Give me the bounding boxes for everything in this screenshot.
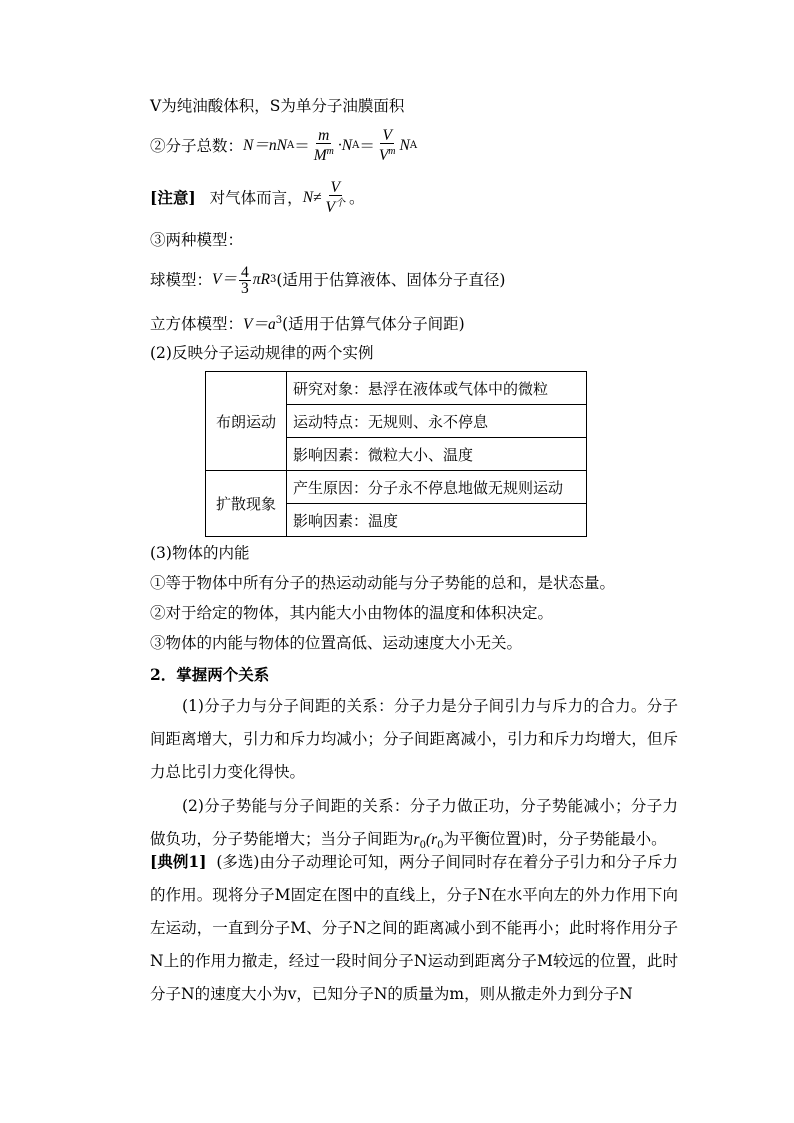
example-label: [典例1] xyxy=(150,852,207,871)
frac-den: $M^m$ xyxy=(313,146,334,165)
formula-eq-2: ＝ xyxy=(359,137,375,155)
formula-n: N xyxy=(243,137,254,154)
fraction-v-over-vm xyxy=(377,128,398,163)
cube-exp: 3 xyxy=(275,315,283,326)
cube-model xyxy=(150,311,465,335)
note-frac-num: V xyxy=(330,179,341,197)
sphere-v-eq: V＝ xyxy=(212,271,237,288)
rel2-r: r xyxy=(413,831,420,848)
section3-title: (3)物体的内能 xyxy=(150,544,250,562)
rel2-sub0: 0 xyxy=(419,840,426,852)
sphere-pi-r: πR xyxy=(252,271,270,288)
rel2-text-a: (2)分子势能与分子间距的关系：分子力做正功，分子势能减小；分子力做负功，分子势能增大；当分子间距为 xyxy=(150,797,678,848)
internal-energy-1: ①等于物体中所有分子的热运动动能与分子势能的总和，是状态量。 xyxy=(150,574,616,592)
table-row xyxy=(206,471,587,504)
sphere-frac-den: 3 xyxy=(240,279,249,297)
group-cell: 布朗运动 xyxy=(206,372,287,471)
section2-title: (2)反映分子运动规律的两个实例 xyxy=(150,344,374,362)
formula-na: N xyxy=(399,137,410,154)
rel2-text-b: 为平衡位置)时，分子势能最小。 xyxy=(443,830,667,848)
formula-dot-na: ·N xyxy=(337,137,353,154)
gas-note xyxy=(150,180,365,216)
cube-label: 立方体模型： xyxy=(150,315,244,334)
total-molecules-formula xyxy=(150,128,417,164)
sub-a-3: A xyxy=(409,140,418,151)
sub-a-2: A xyxy=(352,140,360,151)
table-cell: 研究对象：悬浮在液体或气体中的微粒 xyxy=(287,372,587,405)
formula-eq: ＝ xyxy=(294,137,310,155)
table-row xyxy=(206,372,587,405)
table-cell: 影响因素：微粒大小、温度 xyxy=(287,438,587,471)
cube-v-eq: V＝a xyxy=(243,316,276,334)
note-text: 对气体而言， xyxy=(209,189,303,207)
rel2-paren: (r xyxy=(425,831,438,848)
sphere-frac-num: 4 xyxy=(240,263,249,281)
fraction-m-over-M xyxy=(312,128,336,163)
volume-definition: V为纯油酸体积，S为单分子油膜面积 xyxy=(150,97,405,115)
group-cell: 扩散现象 xyxy=(206,471,287,537)
rel2-sub0b: 0 xyxy=(437,840,444,852)
note-end: 。 xyxy=(349,189,365,207)
note-frac-den: $V^个$ xyxy=(325,198,346,217)
note-neq: N≠ xyxy=(302,189,322,206)
example-paragraph xyxy=(150,845,678,1011)
table-cell: 产生原因：分子永不停息地做无规则运动 xyxy=(287,471,587,504)
relation-force-distance: (1)分子力与分子间距的关系：分子力是分子间引力与斥力的合力。分子间距离增大，引力和斥力均减小；分子间距离减小，引力和斥力均增大，但斥力总比引力变化得快。 xyxy=(150,697,678,781)
frac-num-2: V xyxy=(382,127,392,145)
internal-energy-3: ③物体的内能与物体的位置高低、运动速度大小无关。 xyxy=(150,634,523,652)
sphere-desc: (适用于估算液体、固体分子直径) xyxy=(276,271,506,289)
frac-num: m xyxy=(318,127,330,145)
example-text: (多选)由分子动理论可知，两分子间同时存在着分子引力和分子斥力的作用。现将分子M固定在图中的直线上，分子N在水平向左的外力作用下向左运动，一直到分子M、分子N之间的距离减小到不能再小；此时将作用分子N上的作用力撤走，经过一段时间分子N运动到距离分子M较远的位置，此时分子N的速度大小为v，已知分子N的质量为m，则从撤走外力到分子N xyxy=(150,853,678,1003)
sphere-label: 球模型： xyxy=(150,271,213,289)
note-fraction xyxy=(324,180,347,215)
heading-two-relations: 2．掌握两个关系 xyxy=(150,665,270,684)
internal-energy-2: ②对于给定的物体，其内能大小由物体的温度和体积决定。 xyxy=(150,604,554,622)
formula-eq-n: ＝nN xyxy=(253,137,287,154)
sphere-exp: 3 xyxy=(269,274,277,285)
table-cell: 影响因素：温度 xyxy=(287,504,587,537)
sphere-fraction xyxy=(239,265,251,296)
models-title: ③两种模型： xyxy=(150,231,244,249)
sphere-model xyxy=(150,260,505,300)
sub-a: A xyxy=(286,140,295,151)
note-label: [注意] xyxy=(150,188,196,207)
cube-desc: (适用于估算气体分子间距) xyxy=(282,315,465,334)
total-label: ②分子总数： xyxy=(150,137,244,155)
table-cell: 运动特点：无规则、永不停息 xyxy=(287,405,587,438)
frac-den-2: $V^m$ xyxy=(378,146,396,165)
molecular-motion-table xyxy=(205,371,587,537)
